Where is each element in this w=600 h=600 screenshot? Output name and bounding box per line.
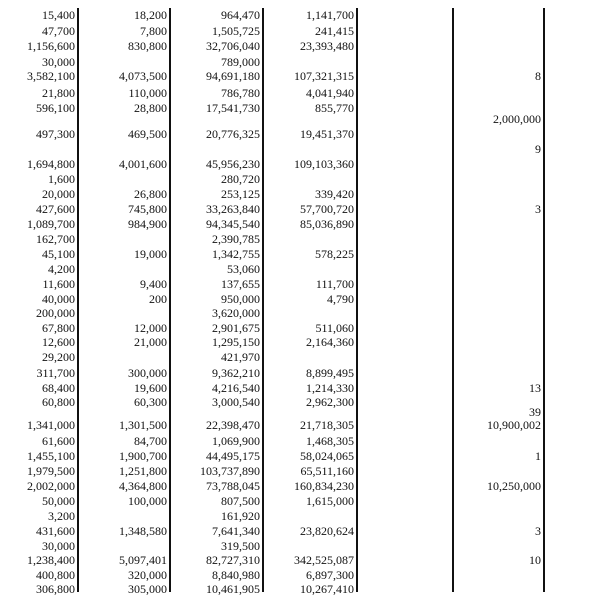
column-divider bbox=[356, 8, 358, 592]
table-cell: 6,897,300 bbox=[306, 568, 354, 582]
table-cell: 12,600 bbox=[42, 335, 75, 349]
table-cell: 305,000 bbox=[128, 582, 167, 596]
table-cell: 3,620,000 bbox=[212, 306, 260, 320]
table-cell: 306,800 bbox=[36, 582, 75, 596]
table-cell: 60,800 bbox=[42, 395, 75, 409]
table-cell: 789,000 bbox=[221, 55, 260, 69]
table-cell: 3,582,100 bbox=[27, 69, 75, 83]
table-cell: 45,100 bbox=[42, 247, 75, 261]
table-cell: 94,345,540 bbox=[206, 217, 260, 231]
table-cell: 1,615,000 bbox=[306, 494, 354, 508]
table-cell: 431,600 bbox=[36, 524, 75, 538]
table-cell: 1,468,305 bbox=[306, 434, 354, 448]
table-cell: 26,800 bbox=[134, 187, 167, 201]
table-cell: 200,000 bbox=[36, 306, 75, 320]
table-cell: 1,455,100 bbox=[27, 449, 75, 463]
table-cell: 21,718,305 bbox=[300, 418, 354, 432]
table-cell: 40,000 bbox=[42, 292, 75, 306]
table-cell: 10,900,002 bbox=[487, 418, 541, 432]
table-cell: 1,251,800 bbox=[119, 464, 167, 478]
table-cell: 596,100 bbox=[36, 101, 75, 115]
table-cell: 19,600 bbox=[134, 381, 167, 395]
table-cell: 1,505,725 bbox=[212, 24, 260, 38]
table-cell: 4,364,800 bbox=[119, 479, 167, 493]
table-cell: 1,214,330 bbox=[306, 381, 354, 395]
table-cell: 1,141,700 bbox=[306, 8, 354, 22]
table-cell: 53,060 bbox=[227, 262, 260, 276]
table-cell: 1,156,600 bbox=[27, 39, 75, 53]
table-cell: 19,451,370 bbox=[300, 127, 354, 141]
table-cell: 20,000 bbox=[42, 187, 75, 201]
table-cell: 30,000 bbox=[42, 539, 75, 553]
table-cell: 10 bbox=[529, 553, 541, 567]
table-cell: 109,103,360 bbox=[294, 157, 354, 171]
table-cell: 7,641,340 bbox=[212, 524, 260, 538]
table-cell: 20,776,325 bbox=[206, 127, 260, 141]
table-cell: 511,060 bbox=[315, 321, 354, 335]
table-cell: 73,788,045 bbox=[206, 479, 260, 493]
table-cell: 342,525,087 bbox=[294, 553, 354, 567]
table-cell: 1,342,755 bbox=[212, 247, 260, 261]
table-cell: 4,200 bbox=[48, 262, 75, 276]
table-cell: 400,800 bbox=[36, 568, 75, 582]
table-cell: 964,470 bbox=[221, 8, 260, 22]
table-cell: 23,393,480 bbox=[300, 39, 354, 53]
table-cell: 160,834,230 bbox=[294, 479, 354, 493]
table-cell: 427,600 bbox=[36, 202, 75, 216]
table-cell: 65,511,160 bbox=[300, 464, 354, 478]
table-cell: 45,956,230 bbox=[206, 157, 260, 171]
table-cell: 110,000 bbox=[128, 86, 167, 100]
table-cell: 319,500 bbox=[221, 539, 260, 553]
table-cell: 94,691,180 bbox=[206, 69, 260, 83]
table-cell: 61,600 bbox=[42, 434, 75, 448]
table-cell: 13 bbox=[529, 381, 541, 395]
table-cell: 2,164,360 bbox=[306, 335, 354, 349]
table-cell: 15,400 bbox=[42, 8, 75, 22]
table-cell: 830,800 bbox=[128, 39, 167, 53]
table-cell: 21,800 bbox=[42, 86, 75, 100]
table-cell: 984,900 bbox=[128, 217, 167, 231]
table-cell: 82,727,310 bbox=[206, 553, 260, 567]
table-cell: 8 bbox=[535, 69, 541, 83]
table-cell: 421,970 bbox=[221, 350, 260, 364]
table-cell: 30,000 bbox=[42, 55, 75, 69]
table-cell: 7,800 bbox=[140, 24, 167, 38]
table-cell: 162,700 bbox=[36, 232, 75, 246]
table-cell: 786,780 bbox=[221, 86, 260, 100]
table-cell: 1,979,500 bbox=[27, 464, 75, 478]
table-cell: 1,900,700 bbox=[119, 449, 167, 463]
table-cell: 469,500 bbox=[128, 127, 167, 141]
table-cell: 10,461,905 bbox=[206, 582, 260, 596]
table-cell: 2,390,785 bbox=[212, 232, 260, 246]
table-cell: 1,341,000 bbox=[27, 418, 75, 432]
table-cell: 39 bbox=[529, 405, 541, 419]
table-cell: 10,267,410 bbox=[300, 582, 354, 596]
table-cell: 161,920 bbox=[221, 509, 260, 523]
table-cell: 3,200 bbox=[48, 509, 75, 523]
table-cell: 950,000 bbox=[221, 292, 260, 306]
table-cell: 241,415 bbox=[315, 24, 354, 38]
table-cell: 23,820,624 bbox=[300, 524, 354, 538]
table-cell: 320,000 bbox=[128, 568, 167, 582]
table-cell: 58,024,065 bbox=[300, 449, 354, 463]
table-cell: 745,800 bbox=[128, 202, 167, 216]
table-cell: 4,216,540 bbox=[212, 381, 260, 395]
table-cell: 1 bbox=[535, 449, 541, 463]
table-cell: 50,000 bbox=[42, 494, 75, 508]
table-cell: 57,700,720 bbox=[300, 202, 354, 216]
table-cell: 8,840,980 bbox=[212, 568, 260, 582]
table-cell: 18,200 bbox=[134, 8, 167, 22]
table-cell: 3,000,540 bbox=[212, 395, 260, 409]
table-cell: 1,069,900 bbox=[212, 434, 260, 448]
table-cell: 8,899,495 bbox=[306, 366, 354, 380]
table-cell: 47,700 bbox=[42, 24, 75, 38]
table-cell: 19,000 bbox=[134, 247, 167, 261]
table-cell: 2,901,675 bbox=[212, 321, 260, 335]
table-cell: 9,400 bbox=[140, 277, 167, 291]
table-cell: 107,321,315 bbox=[294, 69, 354, 83]
table-cell: 1,295,150 bbox=[212, 335, 260, 349]
table-cell: 1,600 bbox=[48, 172, 75, 186]
table-cell: 68,400 bbox=[42, 381, 75, 395]
table-cell: 200 bbox=[149, 292, 167, 306]
table-cell: 60,300 bbox=[134, 395, 167, 409]
table-cell: 12,000 bbox=[134, 321, 167, 335]
table-cell: 1,238,400 bbox=[27, 553, 75, 567]
table-cell: 2,962,300 bbox=[306, 395, 354, 409]
column-divider bbox=[543, 8, 545, 592]
table-cell: 10,250,000 bbox=[487, 479, 541, 493]
table-cell: 4,073,500 bbox=[119, 69, 167, 83]
table-cell: 84,700 bbox=[134, 434, 167, 448]
table-cell: 2,000,000 bbox=[493, 112, 541, 126]
table-cell: 4,001,600 bbox=[119, 157, 167, 171]
table-cell: 578,225 bbox=[315, 247, 354, 261]
table-cell: 497,300 bbox=[36, 127, 75, 141]
table-cell: 44,495,175 bbox=[206, 449, 260, 463]
table-cell: 100,000 bbox=[128, 494, 167, 508]
table-cell: 28,800 bbox=[134, 101, 167, 115]
table-cell: 85,036,890 bbox=[300, 217, 354, 231]
table-cell: 137,655 bbox=[221, 277, 260, 291]
table-cell: 17,541,730 bbox=[206, 101, 260, 115]
table-cell: 311,700 bbox=[36, 366, 75, 380]
table-cell: 33,263,840 bbox=[206, 202, 260, 216]
table-cell: 1,694,800 bbox=[27, 157, 75, 171]
table-cell: 3 bbox=[535, 202, 541, 216]
table-cell: 29,200 bbox=[42, 350, 75, 364]
table-cell: 11,600 bbox=[42, 277, 75, 291]
table-cell: 32,706,040 bbox=[206, 39, 260, 53]
table-cell: 21,000 bbox=[134, 335, 167, 349]
table-cell: 253,125 bbox=[221, 187, 260, 201]
table-cell: 67,800 bbox=[42, 321, 75, 335]
table-cell: 103,737,890 bbox=[200, 464, 260, 478]
table-cell: 2,002,000 bbox=[27, 479, 75, 493]
table-cell: 1,301,500 bbox=[119, 418, 167, 432]
table-cell: 22,398,470 bbox=[206, 418, 260, 432]
table-cell: 855,770 bbox=[315, 101, 354, 115]
table-cell: 807,500 bbox=[221, 494, 260, 508]
table-cell: 1,089,700 bbox=[27, 217, 75, 231]
table-cell: 280,720 bbox=[221, 172, 260, 186]
column-divider bbox=[452, 8, 454, 592]
table-cell: 9 bbox=[535, 142, 541, 156]
table-cell: 9,362,210 bbox=[212, 366, 260, 380]
table-cell: 5,097,401 bbox=[119, 553, 167, 567]
table-cell: 111,700 bbox=[315, 277, 354, 291]
table-cell: 300,000 bbox=[128, 366, 167, 380]
table-cell: 4,041,940 bbox=[306, 86, 354, 100]
table-cell: 4,790 bbox=[327, 292, 354, 306]
table-cell: 339,420 bbox=[315, 187, 354, 201]
table-cell: 1,348,580 bbox=[119, 524, 167, 538]
table-cell: 3 bbox=[535, 524, 541, 538]
